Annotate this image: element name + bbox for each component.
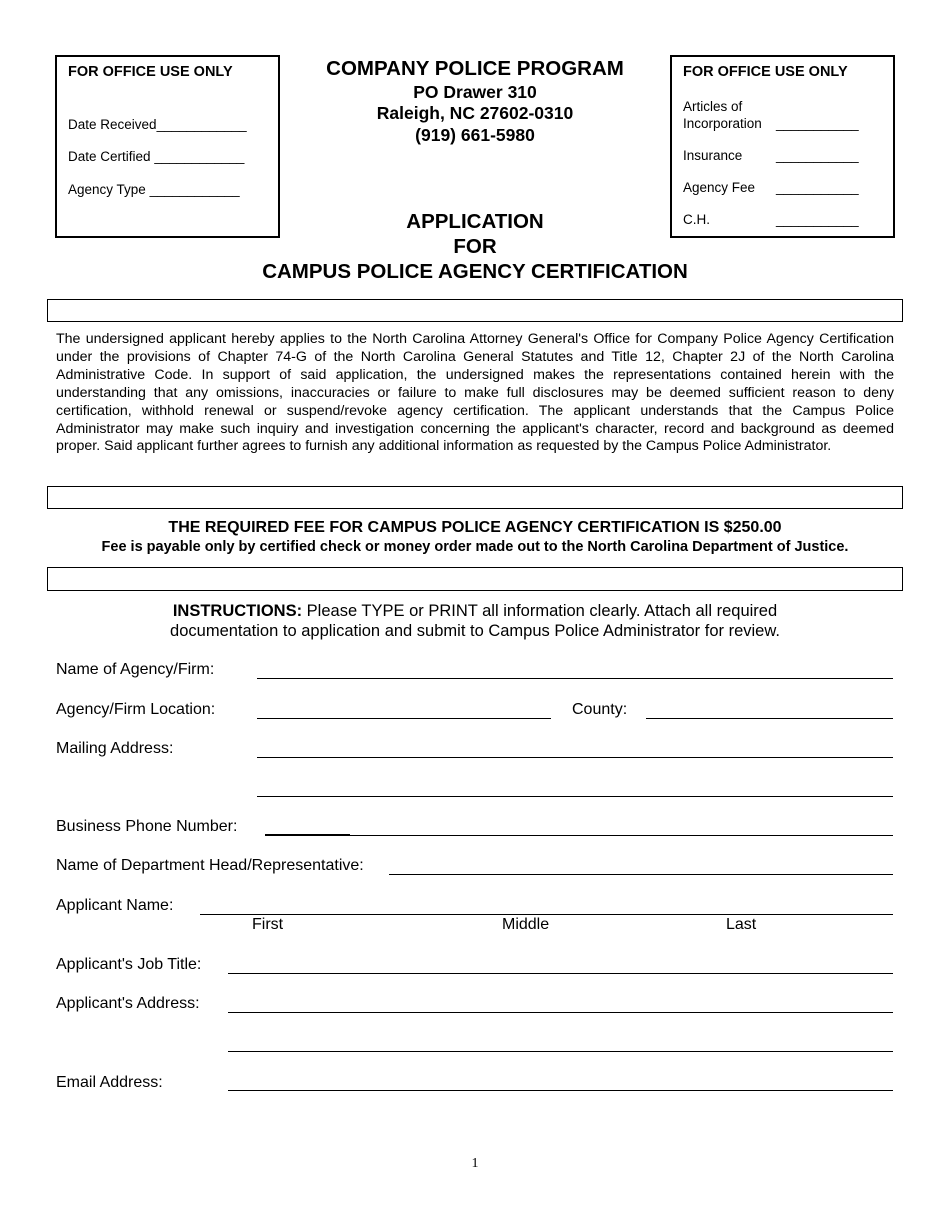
date-received-blank[interactable]: ____________ <box>156 117 247 132</box>
instructions-label: INSTRUCTIONS: <box>172 602 303 620</box>
program-name: COMPANY POLICE PROGRAM <box>326 57 624 80</box>
applicant-address-field-1[interactable] <box>228 1012 893 1013</box>
dept-head-label: Name of Department Head/Representative: <box>56 857 364 874</box>
agency-type-row <box>68 182 240 197</box>
applicant-address-field-2[interactable] <box>228 1051 893 1052</box>
intro-paragraph: The undersigned applicant hereby applies to the North Carolina Attorney General's Office for Company Police Agency Certification under the provisions of Chapter 74-G of the North Carolina General Statutes and Title 12, Chapter 2J of the North Carolina Administrative Code. In support of said application, the undersigned makes the representations contained herein with the understanding that any omissions, inaccuracies or failure to make full disclosures may be deemed sufficient reason to deny certification, withhold renewal or suspend/revoke agency certification. The applicant understands that the Campus Police Administrator may make such inquiry and investigation concerning the applicant's character, record and background as deemed proper. Said applicant further agrees to furnish any additional information as requested by the Campus Police Administrator. <box>56 331 894 455</box>
form-title-line-3: CAMPUS POLICE AGENCY CERTIFICATION <box>262 260 688 283</box>
agency-type-blank[interactable]: ____________ <box>149 182 240 197</box>
separator-box-1 <box>47 299 903 322</box>
applicant-name-field[interactable] <box>200 914 893 915</box>
agency-fee-blank[interactable]: ___________ <box>776 180 859 195</box>
office-use-title: FOR OFFICE USE ONLY <box>683 64 848 80</box>
business-phone-label: Business Phone Number: <box>56 818 238 835</box>
mailing-address-label: Mailing Address: <box>56 740 174 757</box>
mailing-address-field-2[interactable] <box>257 796 893 797</box>
insurance-label: Insurance <box>683 148 743 163</box>
agency-type-label: Agency Type <box>68 182 146 197</box>
location-label: Agency/Firm Location: <box>56 701 216 718</box>
insurance-blank[interactable]: ___________ <box>776 148 859 163</box>
applicant-name-label: Applicant Name: <box>56 897 174 914</box>
separator-box-3 <box>47 567 903 591</box>
location-field[interactable] <box>257 718 551 719</box>
date-certified-row <box>68 149 244 164</box>
job-title-field[interactable] <box>228 973 893 974</box>
articles-blank[interactable]: ___________ <box>776 116 859 131</box>
phone-area-code-mark <box>265 834 350 836</box>
county-label: County: <box>572 701 628 718</box>
page-number: 1 <box>471 1156 479 1171</box>
phone-line: (919) 661-5980 <box>415 125 535 145</box>
middle-name-caption: Middle <box>502 916 550 933</box>
insurance-row <box>683 148 859 163</box>
mailing-address-field-1[interactable] <box>257 757 893 758</box>
agency-fee-row <box>683 180 859 195</box>
ch-label: C.H. <box>683 212 710 227</box>
separator-box-2 <box>47 486 903 509</box>
agency-name-field[interactable] <box>257 678 893 679</box>
date-received-label: Date Received <box>68 117 157 132</box>
date-certified-label: Date Certified <box>68 149 151 164</box>
address-line-2: Raleigh, NC 27602-0310 <box>376 103 574 123</box>
job-title-label: Applicant's Job Title: <box>56 956 202 973</box>
business-phone-field[interactable] <box>265 835 893 836</box>
form-title-line-2: FOR <box>453 235 497 258</box>
dept-head-field[interactable] <box>389 874 893 875</box>
articles-label-line1: Articles of <box>683 99 743 114</box>
ch-blank[interactable]: ___________ <box>776 212 859 227</box>
last-name-caption: Last <box>726 916 757 933</box>
instructions-line-1 <box>0 602 950 621</box>
instructions-text-1: Please TYPE or PRINT all information clearly. Attach all required <box>302 602 778 620</box>
county-field[interactable] <box>646 718 893 719</box>
email-label: Email Address: <box>56 1074 163 1091</box>
agency-fee-label: Agency Fee <box>683 180 756 195</box>
fee-note: Fee is payable only by certified check or money order made out to the North Carolina Department of Justice. <box>101 539 849 555</box>
fee-heading: THE REQUIRED FEE FOR CAMPUS POLICE AGENCY CERTIFICATION IS $250.00 <box>168 519 782 536</box>
articles-label: Incorporation <box>683 116 762 131</box>
first-name-caption: First <box>252 916 284 933</box>
office-use-title: FOR OFFICE USE ONLY <box>68 64 233 80</box>
form-title-line-1: APPLICATION <box>406 210 544 233</box>
agency-name-label: Name of Agency/Firm: <box>56 661 215 678</box>
date-certified-blank[interactable]: ____________ <box>154 149 245 164</box>
email-field[interactable] <box>228 1090 893 1091</box>
applicant-address-label: Applicant's Address: <box>56 995 200 1012</box>
address-line-1: PO Drawer 310 <box>413 82 537 102</box>
instructions-line-2: documentation to application and submit to Campus Police Administrator for review. <box>170 622 780 640</box>
